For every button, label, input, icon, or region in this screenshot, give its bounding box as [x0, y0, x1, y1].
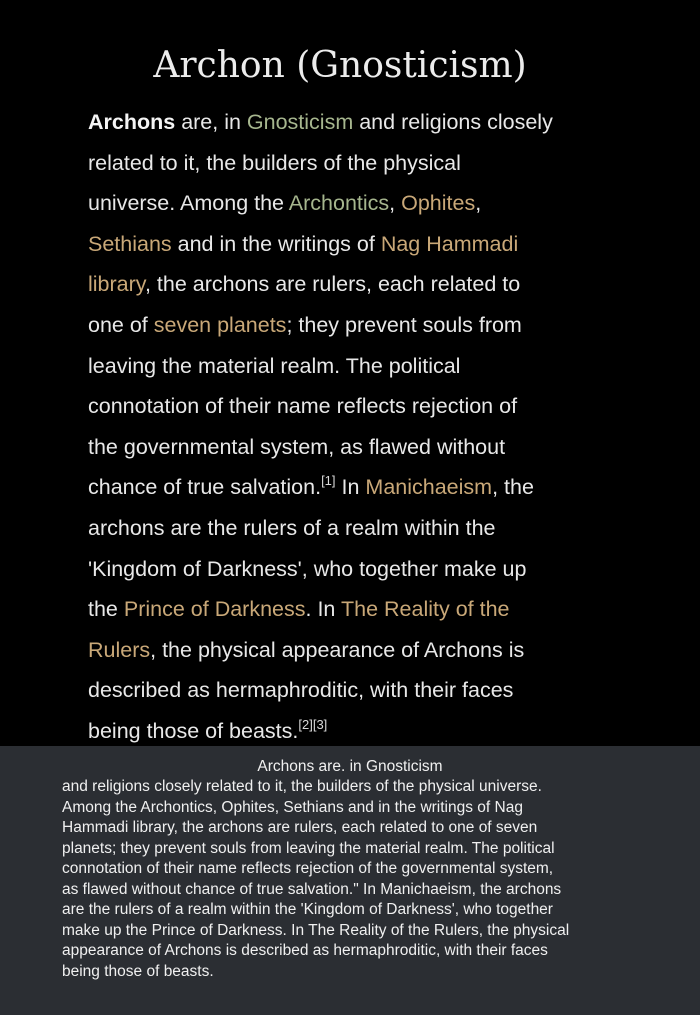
wiki-link[interactable]: Rulers [88, 637, 151, 662]
article-line [88, 630, 648, 671]
wiki-link[interactable]: seven planets [153, 312, 287, 337]
text-run: described as hermaphroditic, with their faces [88, 678, 514, 703]
text-run: universe. Among the [88, 191, 289, 216]
wiki-link[interactable]: Prince of Darkness [123, 597, 306, 622]
wiki-link[interactable]: library [88, 272, 145, 297]
article-line [88, 467, 648, 508]
article-body [88, 102, 648, 752]
text-run: the [88, 597, 124, 622]
text-run: , the physical appearance of Archons is [150, 637, 525, 662]
caption-line: make up the Prince of Darkness. In The Reality of the Rulers, the physical [62, 921, 570, 939]
article-title: Archon (Gnosticism) [153, 45, 527, 86]
article-line [88, 183, 648, 224]
text-run: , the archons are rulers, each related to [144, 272, 521, 297]
text-run: and religions closely [353, 110, 553, 134]
wiki-link[interactable]: Archontics [288, 191, 390, 216]
article-line [88, 670, 648, 711]
text-run: and in the writings of [171, 231, 381, 256]
article-line [88, 224, 648, 265]
text-run: are, in [175, 110, 247, 134]
text-run: being those of beasts. [88, 718, 299, 743]
text-run: related to it, the builders of the physical [88, 150, 461, 175]
text-run: 'Kingdom of Darkness', who together make up [88, 556, 527, 581]
text-run: In [335, 475, 366, 500]
article-line [88, 264, 648, 305]
text-run: , [389, 191, 402, 216]
caption-line: Hammadi library, the archons are rulers, each related to one of seven [62, 819, 538, 836]
article-line [88, 346, 648, 387]
caption-line: as flawed without chance of true salvation." In Manichaeism, the archons [62, 880, 562, 898]
text-run: . In [305, 597, 341, 622]
text-run: ; they prevent souls from [286, 312, 522, 337]
article-line [88, 305, 648, 346]
caption-panel [0, 746, 700, 1015]
article-line [88, 549, 648, 590]
caption-line: planets; they prevent souls from leaving the material realm. The political [62, 839, 555, 857]
text-run: , [475, 191, 482, 216]
text-run: connotation of their name reflects rejection of [88, 394, 518, 419]
caption-line: are the rulers of a realm within the 'Kingdom of Darkness', who together [62, 901, 553, 918]
text-run: one of [88, 312, 154, 337]
citation-link[interactable]: [2][3] [298, 716, 328, 732]
citation-link[interactable]: [1] [321, 473, 336, 489]
article-line [88, 143, 648, 184]
article-line [88, 589, 648, 630]
text-run: the governmental system, as flawed without [88, 434, 506, 459]
article-line [88, 102, 648, 143]
caption-body [62, 777, 682, 982]
article-line [88, 508, 648, 549]
wiki-link[interactable]: Gnosticism [246, 110, 354, 134]
wiki-link[interactable]: Sethians [88, 231, 172, 256]
wiki-link[interactable]: Ophites [401, 191, 476, 216]
wiki-link[interactable]: The Reality of the [340, 597, 510, 622]
caption-line: appearance of Archons is described as hermaphroditic, with their faces [62, 942, 548, 959]
text-run: chance of true salvation. [88, 475, 322, 500]
wiki-link[interactable]: Nag Hammadi [380, 231, 519, 256]
caption-line: Among the Archontics, Ophites, Sethians and in the writings of Nag [62, 798, 523, 816]
article-line [88, 427, 648, 468]
text-run: archons are the rulers of a realm within the [88, 515, 496, 540]
text-run: , the [492, 475, 534, 500]
article-line [88, 386, 648, 427]
caption-line: and religions closely related to it, the builders of the physical universe. [62, 778, 542, 795]
caption-first-line: Archons are. in Gnosticism [257, 758, 443, 775]
wiki-link[interactable]: Manichaeism [365, 475, 493, 500]
caption-line: connotation of their name reflects rejection of the governmental system, [62, 860, 554, 877]
caption-line: being those of beasts. [62, 962, 214, 980]
bold-term: Archons [88, 110, 176, 134]
text-run: leaving the material realm. The political [88, 353, 461, 378]
